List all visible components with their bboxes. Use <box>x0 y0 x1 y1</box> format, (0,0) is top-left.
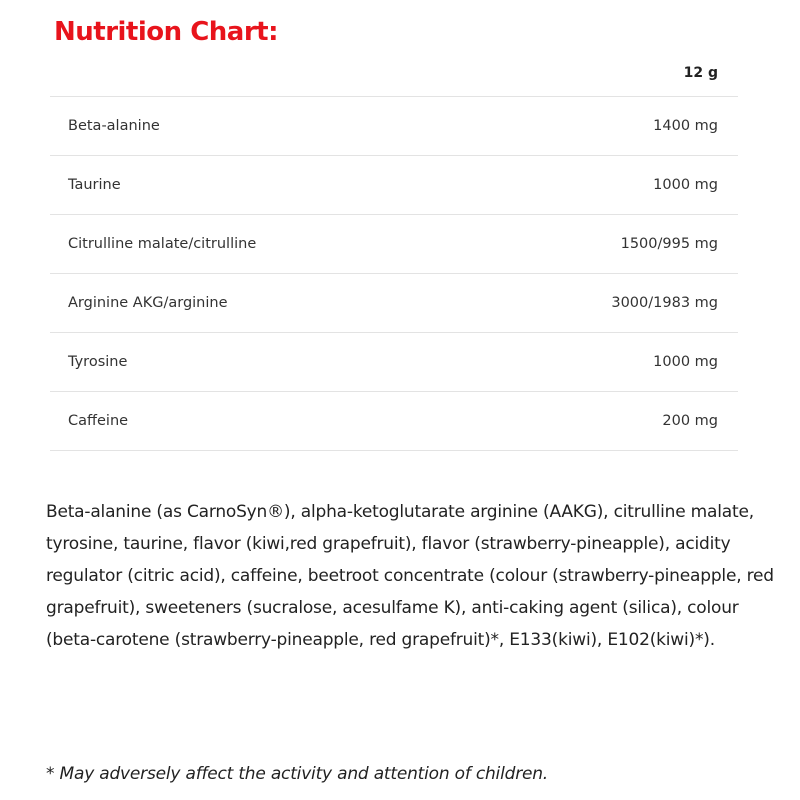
nutrient-name: Tyrosine <box>50 333 476 392</box>
serving-size-header: 12 g <box>50 50 738 97</box>
table-row <box>50 97 738 156</box>
nutrient-amount: 1000 mg <box>476 333 738 392</box>
nutrient-name: Citrulline malate/citrulline <box>50 215 476 274</box>
nutrient-amount: 200 mg <box>476 392 738 451</box>
table-row <box>50 392 738 451</box>
nutrient-name: Arginine AKG/arginine <box>50 274 476 333</box>
table-row <box>50 215 738 274</box>
nutrient-name: Taurine <box>50 156 476 215</box>
table-header-row <box>50 50 738 97</box>
table-row <box>50 274 738 333</box>
nutrient-amount: 1000 mg <box>476 156 738 215</box>
nutrient-name: Caffeine <box>50 392 476 451</box>
nutrient-name: Beta-alanine <box>50 97 476 156</box>
nutrient-amount: 3000/1983 mg <box>476 274 738 333</box>
nutrient-amount: 1400 mg <box>476 97 738 156</box>
nutrition-table <box>50 50 738 451</box>
page-title: Nutrition Chart: <box>54 17 278 47</box>
ingredients-text: Beta-alanine (as CarnoSyn®), alpha-ketoglutarate arginine (AAKG), citrulline malate, tyrosine, taurine, flavor (kiwi,red grapefruit), flavor (strawberry-pineapple), acidity regulator (citric acid), caffeine, beetroot concentrate (colour (strawberry-pineapple, red grapefruit), sweeteners (sucralose, acesulfame K), anti-caking agent (silica), colour (beta-carotene (strawberry-pineapple, red grapefruit)*, E133(kiwi), E102(kiwi)*). <box>46 502 774 650</box>
footnote-text: * May adversely affect the activity and attention of children. <box>46 764 549 784</box>
nutrient-amount: 1500/995 mg <box>476 215 738 274</box>
table-row <box>50 333 738 392</box>
table-row <box>50 156 738 215</box>
